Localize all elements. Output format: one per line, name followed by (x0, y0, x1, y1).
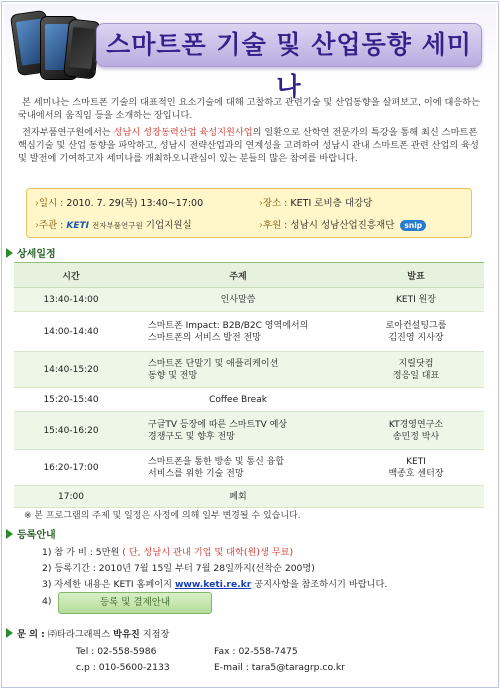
row-speaker: KETI 백종호 센터장 (348, 450, 484, 486)
table-row (14, 312, 484, 352)
intro-p2-suffix: 의 일환으로 산학연 전문가의 특강을 통해 최신 스마트폰 핵심기술 및 산업 동향을 파악하고, 성남시 전략산업과의 연계성을 고려하여 성남시 관내 스마트폰 관련 산업의 육성 및 발전에 기여하고자 세미나를 개최하오니관심이 있는 분들의 많은 참여를 바랍니다. (18, 127, 479, 164)
row-time: 17:00 (14, 486, 128, 508)
row-topic: 스마트폰 Impact: B2B/B2C 영역에서의 스마트폰의 서비스 발전 전망 (128, 312, 348, 352)
row-topic: 스마트폰 단말기 및 애플리케이션 동향 및 전망 (128, 352, 348, 388)
row-speaker (348, 388, 484, 412)
triangle-bullet-icon (6, 248, 13, 258)
row-time: 15:40-16:20 (14, 412, 128, 450)
intro-paragraph-2 (18, 126, 484, 165)
row-topic: 구글TV 등장에 따른 스마트TV 예상 경쟁구도 및 향후 전망 (128, 412, 348, 450)
contact-cellphone: c.p : 010-5600-2133 (76, 662, 170, 673)
event-host: ›주관 : KETI 전자부품연구원 기업지원실 (35, 220, 192, 231)
row-topic: 폐회 (128, 486, 348, 508)
contact-heading: 문 의 : ㈜타라그래픽스 박유진 지점장 (6, 626, 169, 640)
host-value: 기업지원실 (145, 220, 192, 231)
contact-email: E-mail : tara5@taragrp.co.kr (214, 662, 345, 673)
contact-tel: Tel : 02-558-5986 (76, 646, 157, 657)
row-topic: Coffee Break (128, 388, 348, 412)
keti-homepage-link[interactable]: www.keti.re.kr (174, 579, 252, 590)
sponsor-label: 후원 : (262, 220, 288, 231)
row-speaker: KETI 원장 (348, 288, 484, 312)
contact-title: 지점장 (142, 629, 170, 640)
keti-logo: KETI 전자부품연구원 (66, 221, 143, 231)
intro-p2-prefix: 전자부품연구원에서는 (22, 127, 114, 138)
row-speaker (348, 486, 484, 508)
registration-heading: 등록안내 (6, 526, 56, 541)
table-row (14, 388, 484, 412)
page-title: 스마트폰 기술 및 산업동향 세미나 (106, 30, 472, 101)
column-header-speaker: 발표 (348, 263, 484, 288)
row-time: 15:20-15:40 (14, 388, 128, 412)
contact-fax: Fax : 02-558-7475 (214, 646, 298, 657)
row-topic: 스마트폰을 통한 방송 및 통신 융합 서비스를 위한 기술 전망 (128, 450, 348, 486)
event-place: ›장소 : KETI 로비층 대강당 (259, 198, 373, 209)
registration-payment-button[interactable]: 등록 및 결제안내 (58, 592, 212, 614)
header-banner (4, 4, 496, 101)
row-speaker: KT경영연구소 송민정 박사 (348, 412, 484, 450)
triangle-bullet-icon (6, 529, 13, 539)
sponsor-value: 성남시 성남산업진흥재단 (290, 220, 395, 231)
registration-item4-number: 4) (42, 596, 52, 607)
schedule-table (14, 262, 484, 508)
triangle-bullet-icon (6, 628, 13, 638)
contact-name: 박유진 (113, 629, 140, 640)
contact-org: ㈜타라그래픽스 (47, 629, 111, 640)
table-row (14, 412, 484, 450)
row-time: 14:00-14:40 (14, 312, 128, 352)
registration-fee: 1) 참 가 비 : 5만원 ( 단, 성남시 관내 기업 및 대학(원)생 무료) (42, 547, 294, 558)
table-row (14, 450, 484, 486)
title-banner (96, 23, 482, 101)
table-row (14, 352, 484, 388)
table-row (14, 288, 484, 312)
column-header-time: 시간 (14, 263, 128, 288)
schedule-heading: 상세일정 (6, 245, 56, 260)
schedule-note: ※ 본 프로그램의 주제 및 일정은 사정에 의해 일부 변경될 수 있습니다. (24, 511, 301, 521)
event-sponsor: ›후원 : 성남시 성남산업진흥재단 snip (259, 217, 426, 231)
table-row (14, 486, 484, 508)
event-date: ›일시 : 2010. 7. 29(목) 13:40~17:00 (35, 198, 204, 209)
column-header-topic: 주제 (128, 263, 348, 288)
row-speaker: 지릴닷컴 정응일 대표 (348, 352, 484, 388)
row-time: 13:40-14:00 (14, 288, 128, 312)
date-label: 일시 : (38, 198, 64, 209)
registration-period: 2) 등록기간 : 2010년 7월 15일 부터 7월 28일까지(선착순 200명) (42, 563, 315, 574)
registration-details: 3) 자세한 내용은 KETI 홈페이지 www.keti.re.kr 공지사항을 참조하시기 바랍니다. (42, 579, 388, 590)
row-time: 16:20-17:00 (14, 450, 128, 486)
event-info-box (26, 188, 472, 238)
place-label: 장소 : (262, 198, 288, 209)
smartphones-image (10, 10, 100, 80)
row-time: 14:40-15:20 (14, 352, 128, 388)
snip-logo: snip (400, 220, 426, 231)
host-label: 주관 : (38, 220, 64, 231)
row-topic: 인사말씀 (128, 288, 348, 312)
place-value: KETI 로비층 대강당 (290, 198, 373, 209)
intro-paragraph-1: 본 세미나는 스마트폰 기술의 대표적인 요소기술에 대해 고찰하고 관련기술 및 산업동향을 살펴보고, 이에 대응하는 국내에서의 움직임 등을 소개하는 장입니다. (18, 97, 481, 121)
row-speaker: 로아컨설팅그룹 김진영 지사장 (348, 312, 484, 352)
date-value: 2010. 7. 29(목) 13:40~17:00 (66, 198, 204, 209)
intro-p2-highlight: 성남시 성장동력산업 육성지원사업 (113, 127, 253, 138)
